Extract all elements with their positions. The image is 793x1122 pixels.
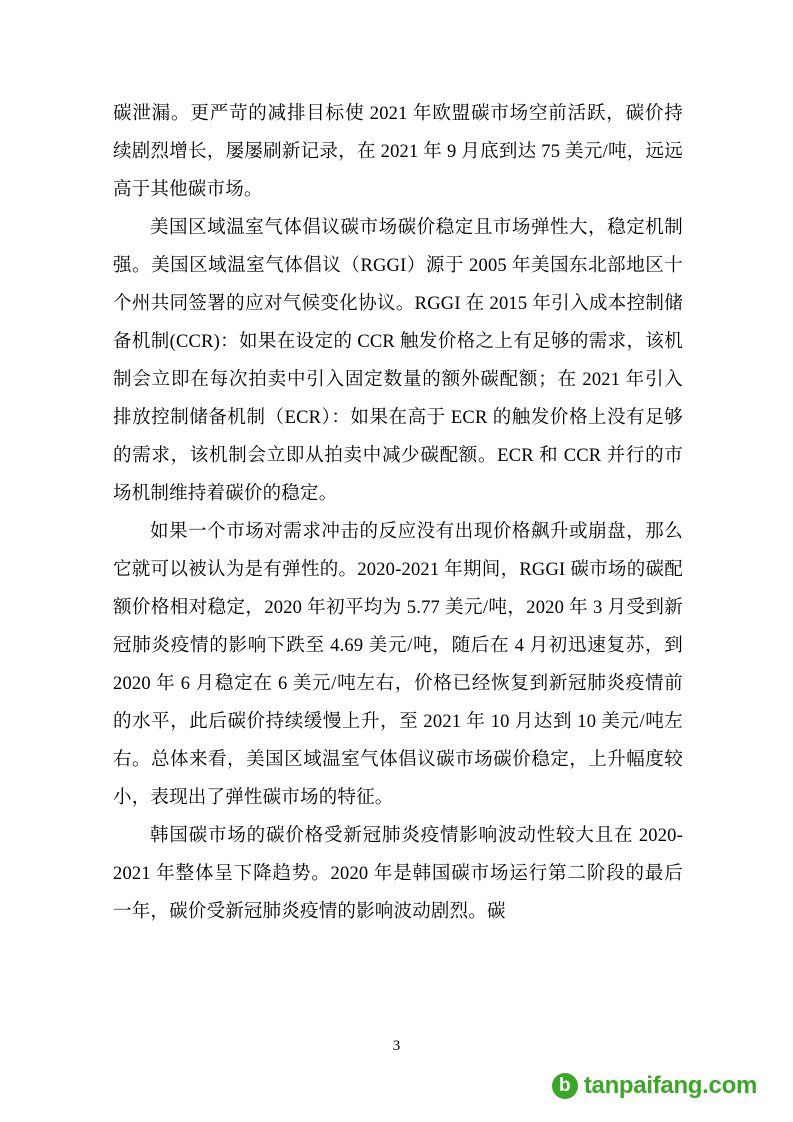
paragraph: 如果一个市场对需求冲击的反应没有出现价格飙升或崩盘，那么它就可以被认为是有弹性的。2020-2021 年期间，RGGI 碳市场的碳配额价格相对稳定，2020 年初平均为 5.77 美元/吨，2020 年 3 月受到新冠肺炎疫情的影响下跌至 4.69 美元/吨，随后在 4 月初迅速复苏，到 2020 年 6 月稳定在 6 美元/吨左右，价格已经恢复到新冠肺炎疫情前的水平，此后碳价持续缓慢上升，至 2021 年 10 月达到 10 美元/吨左右。总体来看，美国区域温室气体倡议碳市场碳价稳定，上升幅度较小，表现出了弹性碳市场的特征。 <box>113 522 683 808</box>
watermark-label <box>584 1072 757 1100</box>
document-body <box>113 95 683 931</box>
watermark <box>552 1072 757 1100</box>
page-number: 3 <box>392 1038 401 1054</box>
watermark-name: tanpaifang <box>583 1072 703 1099</box>
watermark-badge-icon: b <box>552 1073 578 1099</box>
watermark-domain-suffix: .com <box>702 1072 757 1099</box>
paragraph: 美国区域温室气体倡议碳市场碳价稳定且市场弹性大，稳定机制强。美国区域温室气体倡议（RGGI）源于 2005 年美国东北部地区十个州共同签署的应对气候变化协议。RGGI 在 2015 年引入成本控制储备机制(CCR)：如果在设定的 CCR 触发价格之上有足够的需求，该机制会立即在每次拍卖中引入固定数量的额外碳配额；在 2021 年引入排放控制储备机制（ECR）：如果在高于 ECR 的触发价格上没有足够的需求，该机制会立即从拍卖中减少碳配额。ECR 和 CCR 并行的市场机制维持着碳价的稳定。 <box>113 218 683 504</box>
paragraph: 碳泄漏。更严苛的减排目标使 2021 年欧盟碳市场空前活跃，碳价持续剧烈增长，屡屡刷新记录，在 2021 年 9 月底到达 75 美元/吨，远远高于其他碳市场。 <box>113 104 683 200</box>
paragraph: 韩国碳市场的碳价格受新冠肺炎疫情影响波动性较大且在 2020-2021 年整体呈下降趋势。2020 年是韩国碳市场运行第二阶段的最后一年，碳价受新冠肺炎疫情的影响波动剧烈。碳 <box>113 826 683 922</box>
